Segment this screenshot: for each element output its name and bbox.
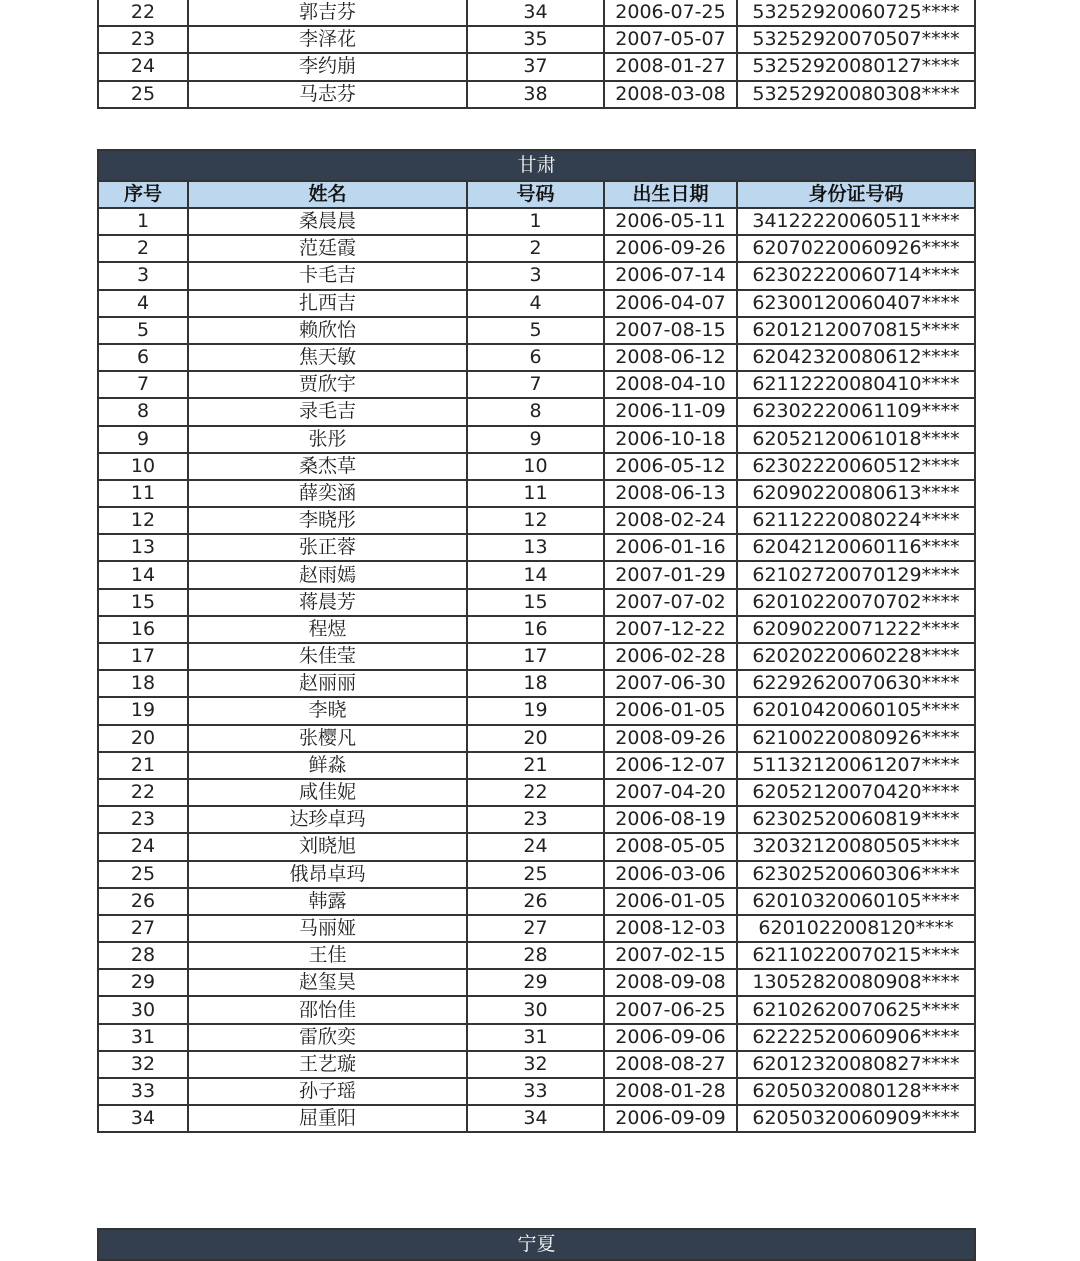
- cell-name: 王佳: [188, 942, 467, 969]
- cell-number: 15: [467, 589, 604, 616]
- cell-birth-date: 2007-02-15: [604, 942, 737, 969]
- cell-seq: 6: [98, 344, 188, 371]
- cell-seq: 23: [98, 806, 188, 833]
- header-number: 号码: [467, 181, 604, 208]
- cell-name: 雷欣奕: [188, 1024, 467, 1051]
- cell-number: 30: [467, 996, 604, 1023]
- cell-birth-date: 2008-03-08: [604, 81, 737, 108]
- cell-number: 26: [467, 888, 604, 915]
- cell-seq: 22: [98, 0, 188, 26]
- cell-birth-date: 2006-07-25: [604, 0, 737, 26]
- cell-name: 马志芬: [188, 81, 467, 108]
- cell-seq: 9: [98, 426, 188, 453]
- cell-seq: 22: [98, 779, 188, 806]
- cell-name: 郭吉芬: [188, 0, 467, 26]
- cell-seq: 21: [98, 752, 188, 779]
- cell-name: 马丽娅: [188, 915, 467, 942]
- table-row: [98, 725, 975, 752]
- cell-seq: 28: [98, 942, 188, 969]
- cell-name: 程煜: [188, 616, 467, 643]
- cell-id-number: 53252920060725****: [737, 0, 975, 26]
- cell-seq: 25: [98, 81, 188, 108]
- cell-name: 邵怡佳: [188, 996, 467, 1023]
- cell-id-number: 62302220060714****: [737, 262, 975, 289]
- cell-seq: 11: [98, 480, 188, 507]
- cell-id-number: 62052120070420****: [737, 779, 975, 806]
- cell-id-number: 62302220060512****: [737, 453, 975, 480]
- table-row: [98, 534, 975, 561]
- cell-birth-date: 2006-05-11: [604, 208, 737, 235]
- table-row: [98, 643, 975, 670]
- cell-number: 16: [467, 616, 604, 643]
- cell-number: 33: [467, 1078, 604, 1105]
- table-row: [98, 888, 975, 915]
- cell-seq: 3: [98, 262, 188, 289]
- cell-id-number: 6201022008120****: [737, 915, 975, 942]
- cell-number: 6: [467, 344, 604, 371]
- table-row: [98, 589, 975, 616]
- cell-name: 李泽花: [188, 26, 467, 53]
- cell-birth-date: 2006-08-19: [604, 806, 737, 833]
- cell-number: 23: [467, 806, 604, 833]
- cell-seq: 16: [98, 616, 188, 643]
- cell-name: 薛奕涵: [188, 480, 467, 507]
- cell-seq: 13: [98, 534, 188, 561]
- cell-birth-date: 2007-04-20: [604, 779, 737, 806]
- cell-id-number: 53252920080308****: [737, 81, 975, 108]
- cell-birth-date: 2007-05-07: [604, 26, 737, 53]
- cell-birth-date: 2008-06-13: [604, 480, 737, 507]
- table-row: [98, 861, 975, 888]
- cell-seq: 24: [98, 833, 188, 860]
- cell-seq: 14: [98, 561, 188, 588]
- cell-birth-date: 2007-12-22: [604, 616, 737, 643]
- cell-number: 2: [467, 235, 604, 262]
- cell-id-number: 62070220060926****: [737, 235, 975, 262]
- previous-region-table: [97, 0, 976, 109]
- cell-name: 李晓: [188, 697, 467, 724]
- cell-number: 27: [467, 915, 604, 942]
- table-row: [98, 0, 975, 26]
- table-row: [98, 344, 975, 371]
- cell-seq: 31: [98, 1024, 188, 1051]
- cell-number: 31: [467, 1024, 604, 1051]
- cell-number: 4: [467, 290, 604, 317]
- cell-seq: 25: [98, 861, 188, 888]
- cell-id-number: 62112220080410****: [737, 371, 975, 398]
- cell-name: 孙子瑶: [188, 1078, 467, 1105]
- cell-number: 1: [467, 208, 604, 235]
- table-row: [98, 317, 975, 344]
- cell-seq: 2: [98, 235, 188, 262]
- cell-id-number: 62052120061018****: [737, 426, 975, 453]
- cell-birth-date: 2006-05-12: [604, 453, 737, 480]
- cell-seq: 17: [98, 643, 188, 670]
- table-row: [98, 697, 975, 724]
- cell-number: 35: [467, 26, 604, 53]
- header-seq: 序号: [98, 181, 188, 208]
- table-row: [98, 235, 975, 262]
- cell-id-number: 62102720070129****: [737, 561, 975, 588]
- cell-name: 录毛吉: [188, 398, 467, 425]
- cell-name: 桑杰草: [188, 453, 467, 480]
- region-title-gansu: 甘肃: [98, 150, 975, 181]
- cell-name: 咸佳妮: [188, 779, 467, 806]
- cell-seq: 24: [98, 53, 188, 80]
- cell-birth-date: 2006-10-18: [604, 426, 737, 453]
- cell-birth-date: 2006-12-07: [604, 752, 737, 779]
- cell-seq: 15: [98, 589, 188, 616]
- cell-id-number: 13052820080908****: [737, 969, 975, 996]
- cell-number: 7: [467, 371, 604, 398]
- cell-seq: 32: [98, 1051, 188, 1078]
- cell-id-number: 34122220060511****: [737, 208, 975, 235]
- cell-id-number: 51132120061207****: [737, 752, 975, 779]
- cell-id-number: 62050320060909****: [737, 1105, 975, 1132]
- cell-birth-date: 2006-02-28: [604, 643, 737, 670]
- cell-name: 蒋晨芳: [188, 589, 467, 616]
- cell-number: 22: [467, 779, 604, 806]
- table-row: [98, 81, 975, 108]
- cell-id-number: 62300120060407****: [737, 290, 975, 317]
- cell-birth-date: 2006-09-06: [604, 1024, 737, 1051]
- cell-number: 11: [467, 480, 604, 507]
- cell-id-number: 62020220060228****: [737, 643, 975, 670]
- cell-birth-date: 2006-11-09: [604, 398, 737, 425]
- cell-id-number: 32032120080505****: [737, 833, 975, 860]
- cell-birth-date: 2007-06-30: [604, 670, 737, 697]
- table-row: [98, 616, 975, 643]
- table-row: [98, 670, 975, 697]
- cell-name: 李晓彤: [188, 507, 467, 534]
- cell-number: 10: [467, 453, 604, 480]
- cell-id-number: 62050320080128****: [737, 1078, 975, 1105]
- cell-number: 13: [467, 534, 604, 561]
- cell-birth-date: 2008-01-28: [604, 1078, 737, 1105]
- table-row: [98, 779, 975, 806]
- gansu-table: [97, 149, 976, 1133]
- cell-seq: 7: [98, 371, 188, 398]
- cell-name: 李约崩: [188, 53, 467, 80]
- cell-birth-date: 2006-07-14: [604, 262, 737, 289]
- cell-number: 24: [467, 833, 604, 860]
- cell-id-number: 53252920080127****: [737, 53, 975, 80]
- cell-number: 12: [467, 507, 604, 534]
- ningxia-table: [97, 1228, 976, 1261]
- cell-seq: 12: [98, 507, 188, 534]
- table-row: [98, 480, 975, 507]
- cell-seq: 23: [98, 26, 188, 53]
- cell-id-number: 62042120060116****: [737, 534, 975, 561]
- cell-seq: 27: [98, 915, 188, 942]
- previous-region-rows: [98, 0, 975, 108]
- cell-seq: 1: [98, 208, 188, 235]
- cell-number: 38: [467, 81, 604, 108]
- cell-name: 达珍卓玛: [188, 806, 467, 833]
- cell-birth-date: 2006-01-05: [604, 888, 737, 915]
- cell-birth-date: 2006-09-09: [604, 1105, 737, 1132]
- cell-number: 21: [467, 752, 604, 779]
- cell-number: 28: [467, 942, 604, 969]
- cell-number: 9: [467, 426, 604, 453]
- cell-birth-date: 2008-12-03: [604, 915, 737, 942]
- cell-id-number: 62012120070815****: [737, 317, 975, 344]
- cell-birth-date: 2007-01-29: [604, 561, 737, 588]
- cell-name: 王艺璇: [188, 1051, 467, 1078]
- table-row: [98, 507, 975, 534]
- cell-name: 范廷霞: [188, 235, 467, 262]
- cell-seq: 29: [98, 969, 188, 996]
- table-row: [98, 996, 975, 1023]
- header-birth-date: 出生日期: [604, 181, 737, 208]
- cell-id-number: 62010420060105****: [737, 697, 975, 724]
- table-row: [98, 806, 975, 833]
- table-row: [98, 1078, 975, 1105]
- cell-seq: 4: [98, 290, 188, 317]
- cell-name: 贾欣宇: [188, 371, 467, 398]
- cell-number: 5: [467, 317, 604, 344]
- ningxia-title-row: [98, 1229, 975, 1260]
- cell-id-number: 62042320080612****: [737, 344, 975, 371]
- cell-birth-date: 2008-09-26: [604, 725, 737, 752]
- cell-number: 32: [467, 1051, 604, 1078]
- table-row: [98, 969, 975, 996]
- gansu-title-row: [98, 150, 975, 181]
- cell-id-number: 62010320060105****: [737, 888, 975, 915]
- cell-number: 18: [467, 670, 604, 697]
- cell-name: 张正蓉: [188, 534, 467, 561]
- cell-id-number: 62090220071222****: [737, 616, 975, 643]
- cell-birth-date: 2008-06-12: [604, 344, 737, 371]
- cell-name: 扎西吉: [188, 290, 467, 317]
- cell-number: 34: [467, 0, 604, 26]
- cell-number: 3: [467, 262, 604, 289]
- cell-name: 张彤: [188, 426, 467, 453]
- table-row: [98, 1105, 975, 1132]
- cell-birth-date: 2006-01-05: [604, 697, 737, 724]
- cell-name: 韩露: [188, 888, 467, 915]
- table-row: [98, 915, 975, 942]
- table-row: [98, 1024, 975, 1051]
- cell-name: 赵玺昊: [188, 969, 467, 996]
- table-row: [98, 453, 975, 480]
- cell-name: 屈重阳: [188, 1105, 467, 1132]
- table-row: [98, 561, 975, 588]
- cell-name: 卡毛吉: [188, 262, 467, 289]
- cell-id-number: 62292620070630****: [737, 670, 975, 697]
- region-title-ningxia: 宁夏: [98, 1229, 975, 1260]
- cell-birth-date: 2008-04-10: [604, 371, 737, 398]
- cell-number: 25: [467, 861, 604, 888]
- cell-id-number: 62302220061109****: [737, 398, 975, 425]
- cell-id-number: 62102620070625****: [737, 996, 975, 1023]
- table-row: [98, 290, 975, 317]
- table-row: [98, 942, 975, 969]
- header-name: 姓名: [188, 181, 467, 208]
- cell-seq: 5: [98, 317, 188, 344]
- cell-seq: 18: [98, 670, 188, 697]
- header-id-number: 身份证号码: [737, 181, 975, 208]
- cell-birth-date: 2008-01-27: [604, 53, 737, 80]
- cell-id-number: 62302520060306****: [737, 861, 975, 888]
- cell-number: 8: [467, 398, 604, 425]
- cell-seq: 26: [98, 888, 188, 915]
- cell-number: 34: [467, 1105, 604, 1132]
- cell-number: 14: [467, 561, 604, 588]
- cell-name: 张樱凡: [188, 725, 467, 752]
- cell-birth-date: 2007-07-02: [604, 589, 737, 616]
- cell-name: 赖欣怡: [188, 317, 467, 344]
- cell-birth-date: 2008-09-08: [604, 969, 737, 996]
- cell-birth-date: 2008-05-05: [604, 833, 737, 860]
- cell-id-number: 62112220080224****: [737, 507, 975, 534]
- table-row: [98, 426, 975, 453]
- cell-birth-date: 2008-02-24: [604, 507, 737, 534]
- cell-seq: 19: [98, 697, 188, 724]
- table-row: [98, 26, 975, 53]
- table-row: [98, 262, 975, 289]
- table-row: [98, 1051, 975, 1078]
- cell-seq: 10: [98, 453, 188, 480]
- cell-birth-date: 2007-08-15: [604, 317, 737, 344]
- cell-name: 鲜淼: [188, 752, 467, 779]
- cell-name: 刘晓旭: [188, 833, 467, 860]
- gansu-rows: [98, 208, 975, 1132]
- cell-id-number: 62012320080827****: [737, 1051, 975, 1078]
- cell-name: 朱佳莹: [188, 643, 467, 670]
- cell-seq: 33: [98, 1078, 188, 1105]
- table-row: [98, 371, 975, 398]
- table-row: [98, 833, 975, 860]
- cell-name: 桑晨晨: [188, 208, 467, 235]
- cell-seq: 30: [98, 996, 188, 1023]
- cell-birth-date: 2006-03-06: [604, 861, 737, 888]
- cell-birth-date: 2007-06-25: [604, 996, 737, 1023]
- cell-id-number: 62090220080613****: [737, 480, 975, 507]
- cell-birth-date: 2008-08-27: [604, 1051, 737, 1078]
- cell-id-number: 62302520060819****: [737, 806, 975, 833]
- cell-seq: 8: [98, 398, 188, 425]
- cell-number: 17: [467, 643, 604, 670]
- table-row: [98, 53, 975, 80]
- cell-name: 焦天敏: [188, 344, 467, 371]
- cell-id-number: 62110220070215****: [737, 942, 975, 969]
- cell-name: 赵丽丽: [188, 670, 467, 697]
- table-row: [98, 752, 975, 779]
- cell-seq: 34: [98, 1105, 188, 1132]
- gansu-header-row: [98, 181, 975, 208]
- cell-number: 19: [467, 697, 604, 724]
- cell-birth-date: 2006-04-07: [604, 290, 737, 317]
- table-row: [98, 208, 975, 235]
- cell-birth-date: 2006-09-26: [604, 235, 737, 262]
- cell-number: 37: [467, 53, 604, 80]
- cell-id-number: 62010220070702****: [737, 589, 975, 616]
- cell-number: 20: [467, 725, 604, 752]
- cell-birth-date: 2006-01-16: [604, 534, 737, 561]
- cell-seq: 20: [98, 725, 188, 752]
- table-row: [98, 398, 975, 425]
- cell-id-number: 62100220080926****: [737, 725, 975, 752]
- cell-name: 赵雨嫣: [188, 561, 467, 588]
- cell-id-number: 62222520060906****: [737, 1024, 975, 1051]
- cell-number: 29: [467, 969, 604, 996]
- cell-id-number: 53252920070507****: [737, 26, 975, 53]
- cell-name: 俄昂卓玛: [188, 861, 467, 888]
